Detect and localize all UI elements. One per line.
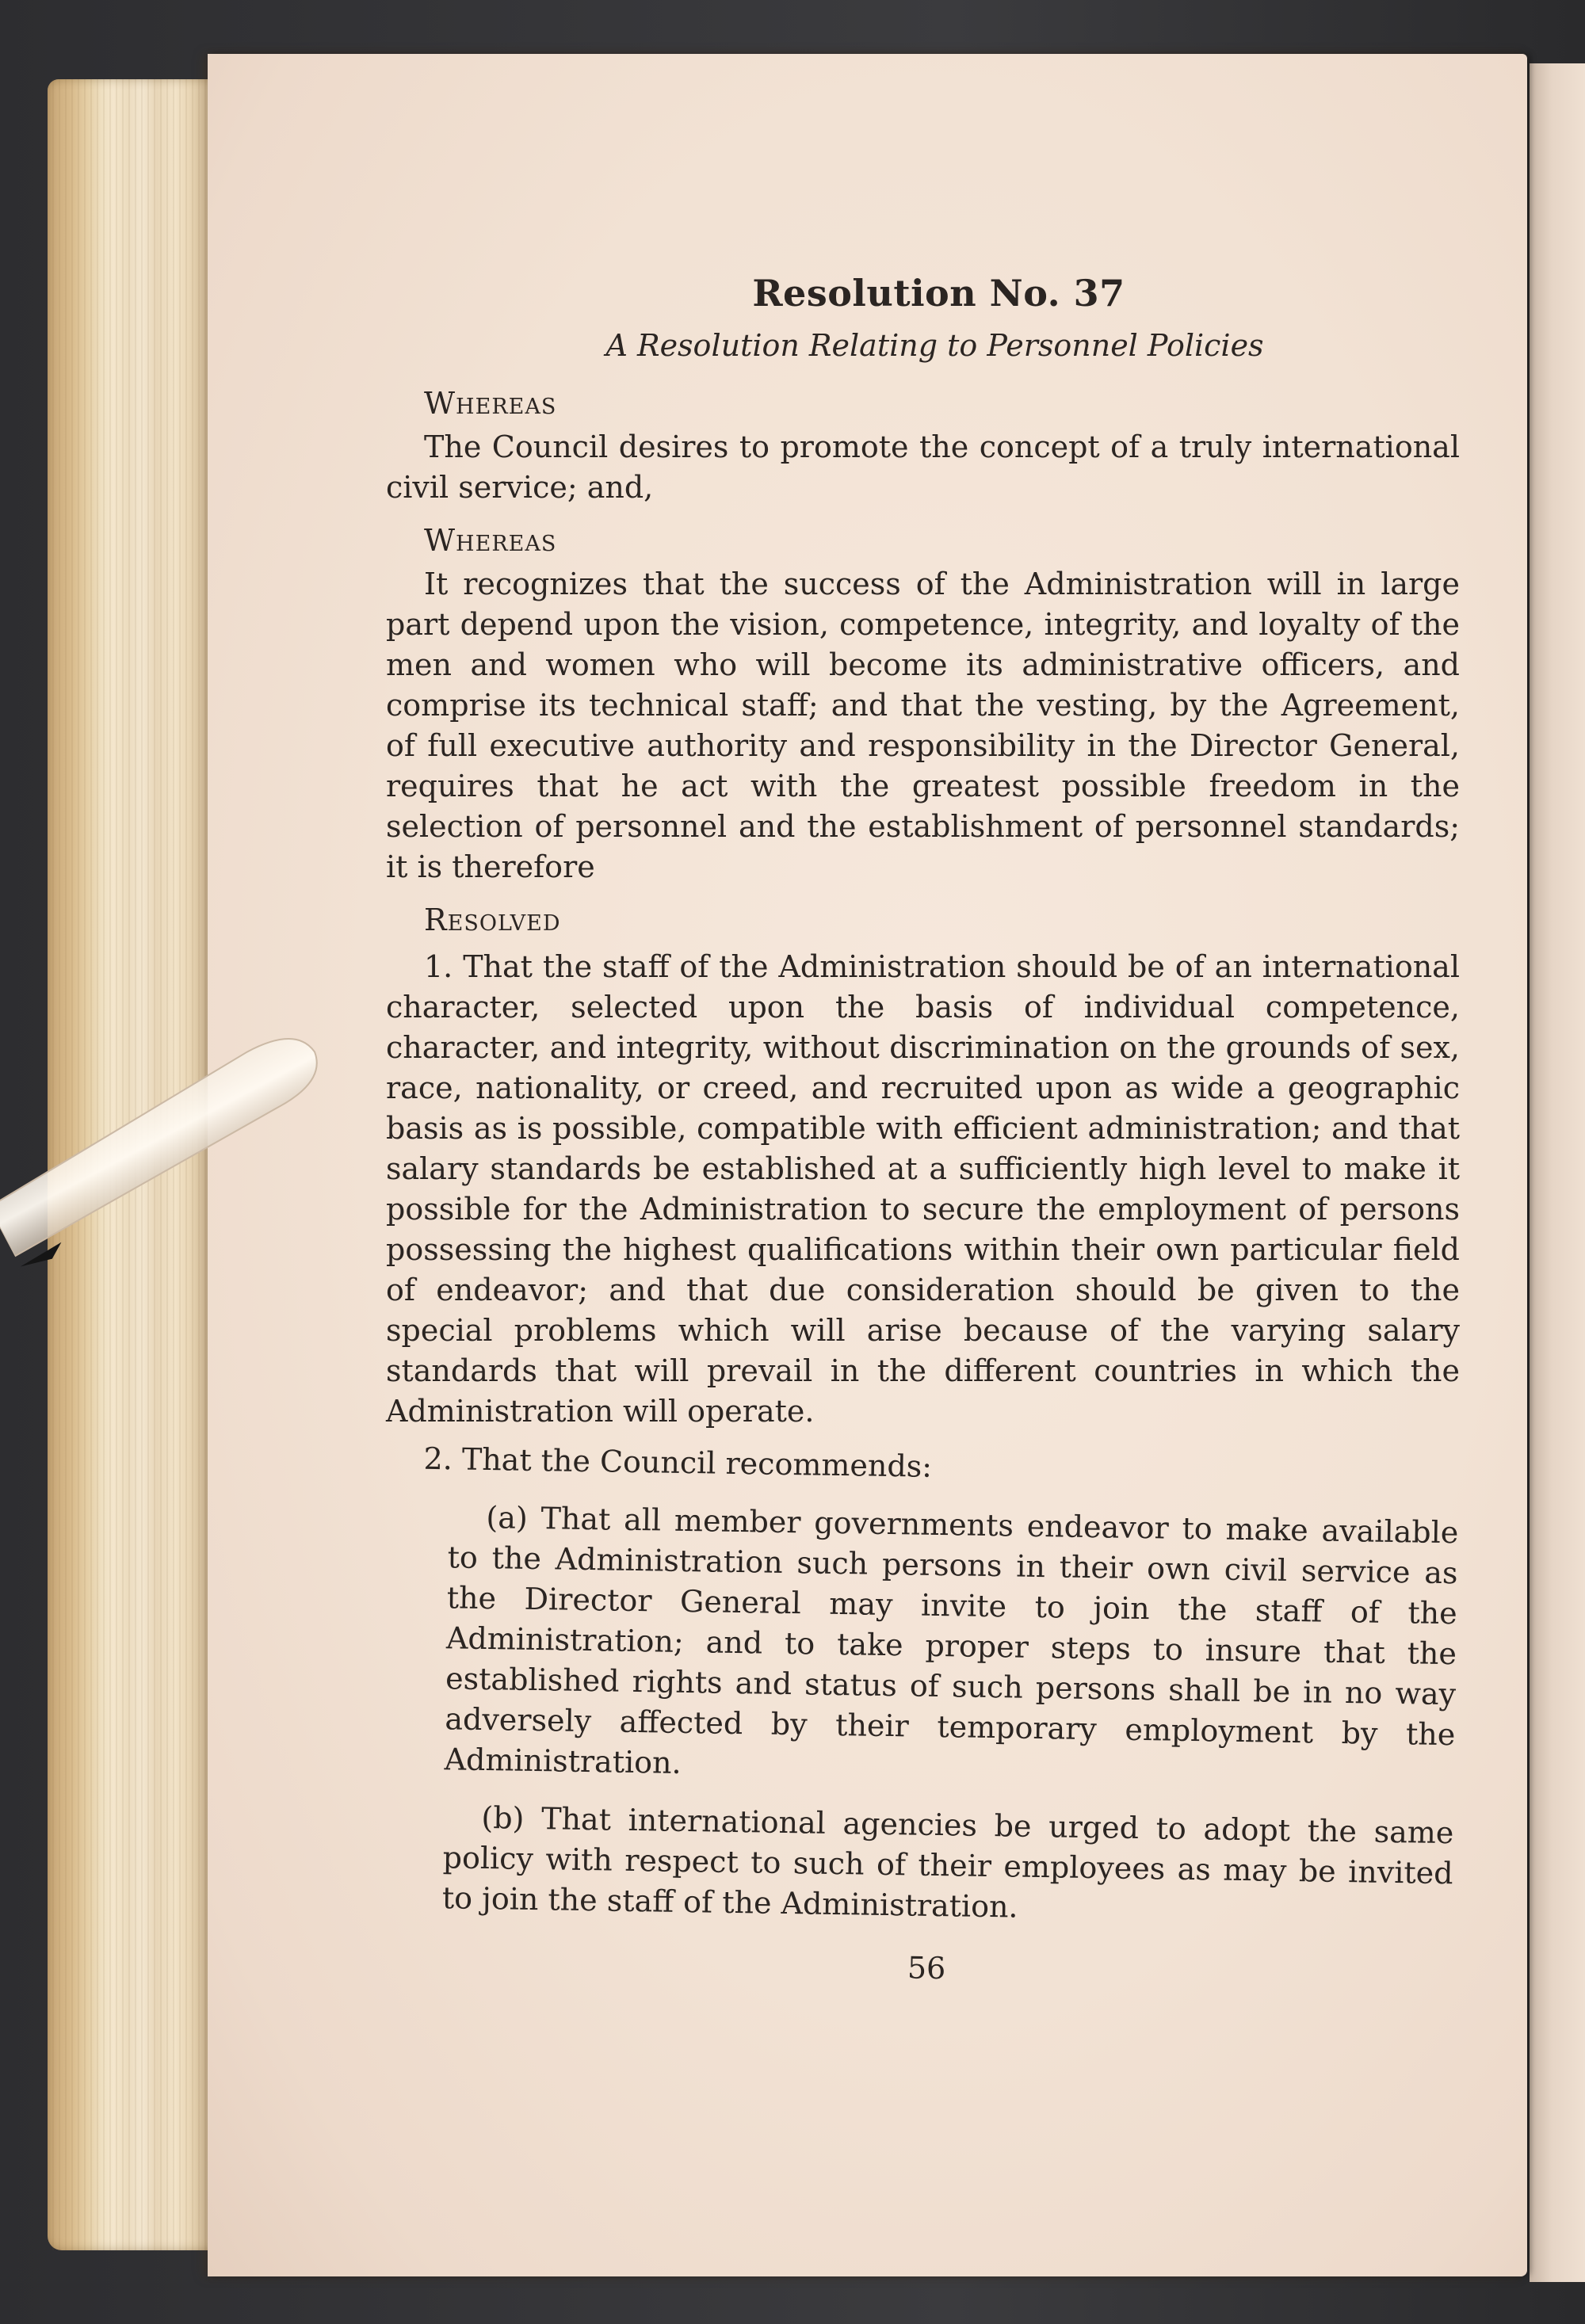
whereas-paragraph-1: The Council desires to promote the concept of a truly international civil service; and, <box>386 429 1460 505</box>
book-page-edges <box>48 79 230 2250</box>
resolved-heading: Resolved <box>424 903 561 937</box>
resolution-subtitle: A Resolution Relating to Personnel Policies <box>605 328 1264 363</box>
resolved-item-1: 1. That the staff of the Administration should be of an international character, selected upon the basis of individual competence, character, and integrity, without discrimination on the grounds of sex, race, nationality, or creed, and recruited upon as wide a geographic basis as is possible, compatible with efficient administration; and that salary standards be established at a sufficiently high level to make it possible for the Administration to secure the employment of persons possessing the highest qualifications within their own particular field of endeavor; and that due consideration should be given to the special problems which will arise because of the varying salary standards that will prevail in the different countries in which the Administration will operate. <box>386 949 1460 1429</box>
resolved-item-2a: (a) That all member governments endeavor to make available to the Administration such persons in their own civil service as the Director General may invite to join the staff of the Administration; and to take proper steps to insure that the established rights and status of such persons shall be in no way adversely affected by their temporary employment by the Administration. <box>444 1500 1459 1780</box>
lower-page-block <box>377 1438 1460 1997</box>
page-number: 56 <box>907 1950 946 1986</box>
resolution-title: Resolution No. 37 <box>752 272 1125 315</box>
next-page-edge <box>1530 63 1585 2282</box>
whereas-paragraph-2: It recognizes that the success of the Administration will in large part depend upon the vision, competence, integrity, and loyalty of the men and women who will become its administrative officers, and comprise its technical staff; and that the vesting, by the Agreement, of full executive authority and responsibility in the Director General, requires that he act with the greatest possible freedom in the selection of personnel and the establishment of personnel standards; it is therefore <box>386 567 1460 884</box>
resolved-item-2: 2. That the Council recommends: <box>423 1441 933 1484</box>
resolved-item-2b: (b) That international agencies be urged to adopt the same policy with respect to such of their employees as may be invited to join the staff of the Administration. <box>441 1799 1454 1925</box>
page-text <box>386 269 1460 1986</box>
whereas-heading-2: Whereas <box>424 523 557 558</box>
whereas-heading-1: Whereas <box>424 386 557 421</box>
